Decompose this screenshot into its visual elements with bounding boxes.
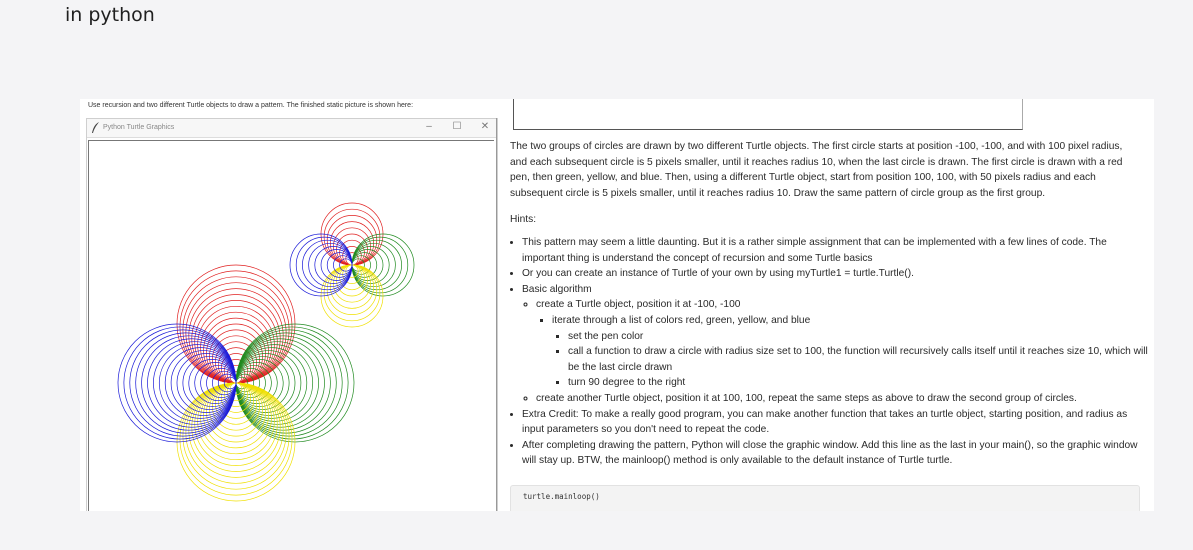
code-line: turtle.mainloop() [523,492,600,501]
hint-item: • Or you can create an instance of Turtle of your own by using myTurtle1 = turtle.Turtle(). [522,266,1152,282]
pattern-circle [324,265,380,321]
pattern-circle [209,383,262,436]
hint-text: Basic algorithm [522,283,592,295]
hint-subitem: ◦ create another Turtle object, position it at 100, 100, repeat the same steps as above to draw the second group of circles. [536,391,1152,407]
pattern-circle [183,356,236,409]
maximize-button[interactable]: ☐ [452,121,462,132]
turtle-canvas [88,140,494,511]
turtle-graphics-window [86,118,498,511]
hint-text: create a Turtle object, position it at -100, -100 [536,299,741,311]
pattern-circle [236,356,289,409]
hint-subitem [536,297,1152,391]
code-block [510,485,1140,511]
hint-subitem: ▪ call a function to draw a circle with radius size set to 100, the function will recursively calls itself until it reaches size 10, which will be the last circle drawn [568,344,1152,375]
hint-subitem [552,313,1152,391]
hint-item: • This pattern may seem a little daunting. But it is a rather simple assignment that can be implemented with a few lines of code. The important thing is understand the concept of recursion and some Turtle basics [522,235,1152,266]
assignment-screenshot [80,99,1154,511]
hint-item: • Extra Credit: To make a really good program, you can make another function that takes an turtle object, starting position, and radius as input parameters so you don't need to repeat the code. [522,407,1152,438]
pattern-circle [204,318,269,383]
hint-text: iterate through a list of colors red, green, yellow, and blue [552,314,811,326]
window-edge [496,118,503,511]
close-button[interactable]: ✕ [480,121,490,132]
pattern-circle [352,237,408,293]
hint-item [522,282,1152,407]
window-titlebar [87,119,497,138]
pattern-circle [296,237,352,293]
description-paragraph: The two groups of circles are drawn by two different Turtle objects. The first circle starts at position -100, -100, and with 100 pixel radius, and each subsequent circle is 5 pixels smaller, until it reaches radius 10, when the last circle is drawn. The first circle is drawn with a red pen, then green, yellow, and blue. Then, using a different Turtle object, start from position 100, 100, with 50 pixels radius and each subsequent circle is 5 pixels smaller, until it reaches radius 10. Draw the same pattern of circle group as the first group. [510,141,1123,199]
window-title: Python Turtle Graphics [103,124,175,131]
pattern-circle [324,209,380,265]
hint-item: • After completing drawing the pattern, Python will close the graphic window. Add this line as the last in your main(), so the graphic window will stay up. BTW, the mainloop() method is only available to the default instance of Turtle turtle. [522,438,1152,469]
hints-label: Hints: [510,214,537,225]
hint-subitem: ▪ set the pen color [568,329,1152,345]
pattern-circle [236,351,301,416]
pattern-circle [209,330,262,383]
pattern-circle [204,383,269,448]
embedded-frame [513,99,1023,130]
feather-icon [91,122,101,133]
hint-subitem: ▪ turn 90 degree to the right [568,375,1152,391]
minimize-button[interactable]: – [426,121,432,132]
hints-list [510,235,1152,469]
task-instruction: Use recursion and two different Turtle objects to draw a pattern. The finished static picture is shown here: [88,102,414,109]
question-heading: in python [65,4,155,26]
pattern-circle [171,351,236,416]
